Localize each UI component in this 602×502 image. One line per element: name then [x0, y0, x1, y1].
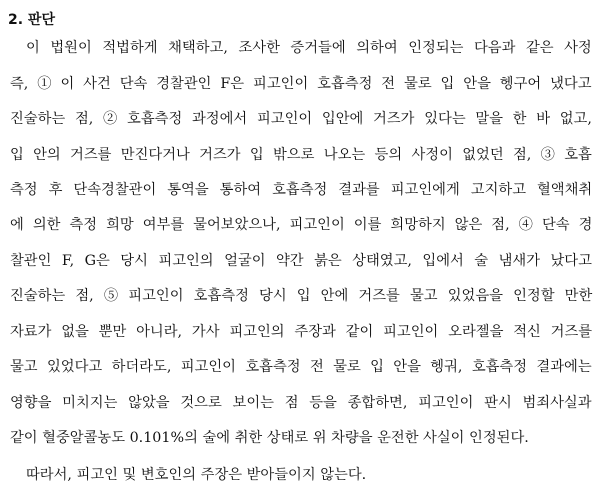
- section-heading: 2. 판단: [8, 12, 55, 28]
- paragraph-line: 같이 혈중알콜농도 0.101%의 술에 취한 상태로 위 차량을 운전한 사실이 인정된다.: [10, 430, 529, 446]
- paragraph-line: 영향을 미치지는 않았을 것으로 보이는 점 등을 종합하면, 피고인이 판시 범죄사실과: [10, 395, 592, 411]
- paragraph-line: 입 안의 거즈를 만진다거나 거즈가 입 밖으로 나오는 등의 사정이 없었던 점, ③ 호흡: [10, 147, 592, 163]
- paragraph-line: 자료가 없을 뿐만 아니라, 가사 피고인의 주장과 같이 피고인이 오라젤을 적신 거즈를: [10, 324, 593, 340]
- paragraph-line: 에 의한 측정 희망 여부를 물어보았으나, 피고인이 이를 희망하지 않은 점, ④ 단속 경: [10, 217, 593, 233]
- paragraph-line: 즉, ① 이 사건 단속 경찰관인 F은 피고인이 호흡측정 전 물로 입 안을 헹구어 냈다고: [10, 76, 592, 92]
- paragraph-line: 이 법원이 적법하게 채택하고, 조사한 증거들에 의하여 인정되는 다음과 같은 사정: [26, 40, 592, 56]
- paragraph-line: 진술하는 점, ② 호흡측정 과정에서 피고인이 입안에 거즈가 있다는 말을 한 바 없고,: [10, 111, 592, 127]
- conclusion-line: 따라서, 피고인 및 변호인의 주장은 받아들이지 않는다.: [26, 467, 367, 483]
- paragraph-line: 측정 후 단속경찰관이 통역을 통하여 호흡측정 결과를 피고인에게 고지하고 혈액채취: [10, 182, 593, 198]
- paragraph-line: 진술하는 점, ⑤ 피고인이 호흡측정 당시 입 안에 거즈를 물고 있었음을 인정할 만한: [10, 288, 593, 304]
- paragraph-line: 물고 있었다고 하더라도, 피고인이 호흡측정 전 물로 입 안을 헹궈, 호흡측정 결과에는: [10, 359, 592, 375]
- paragraph-line: 찰관인 F, G은 당시 피고인의 얼굴이 약간 붉은 상태였고, 입에서 술 냄새가 났다고: [10, 253, 592, 269]
